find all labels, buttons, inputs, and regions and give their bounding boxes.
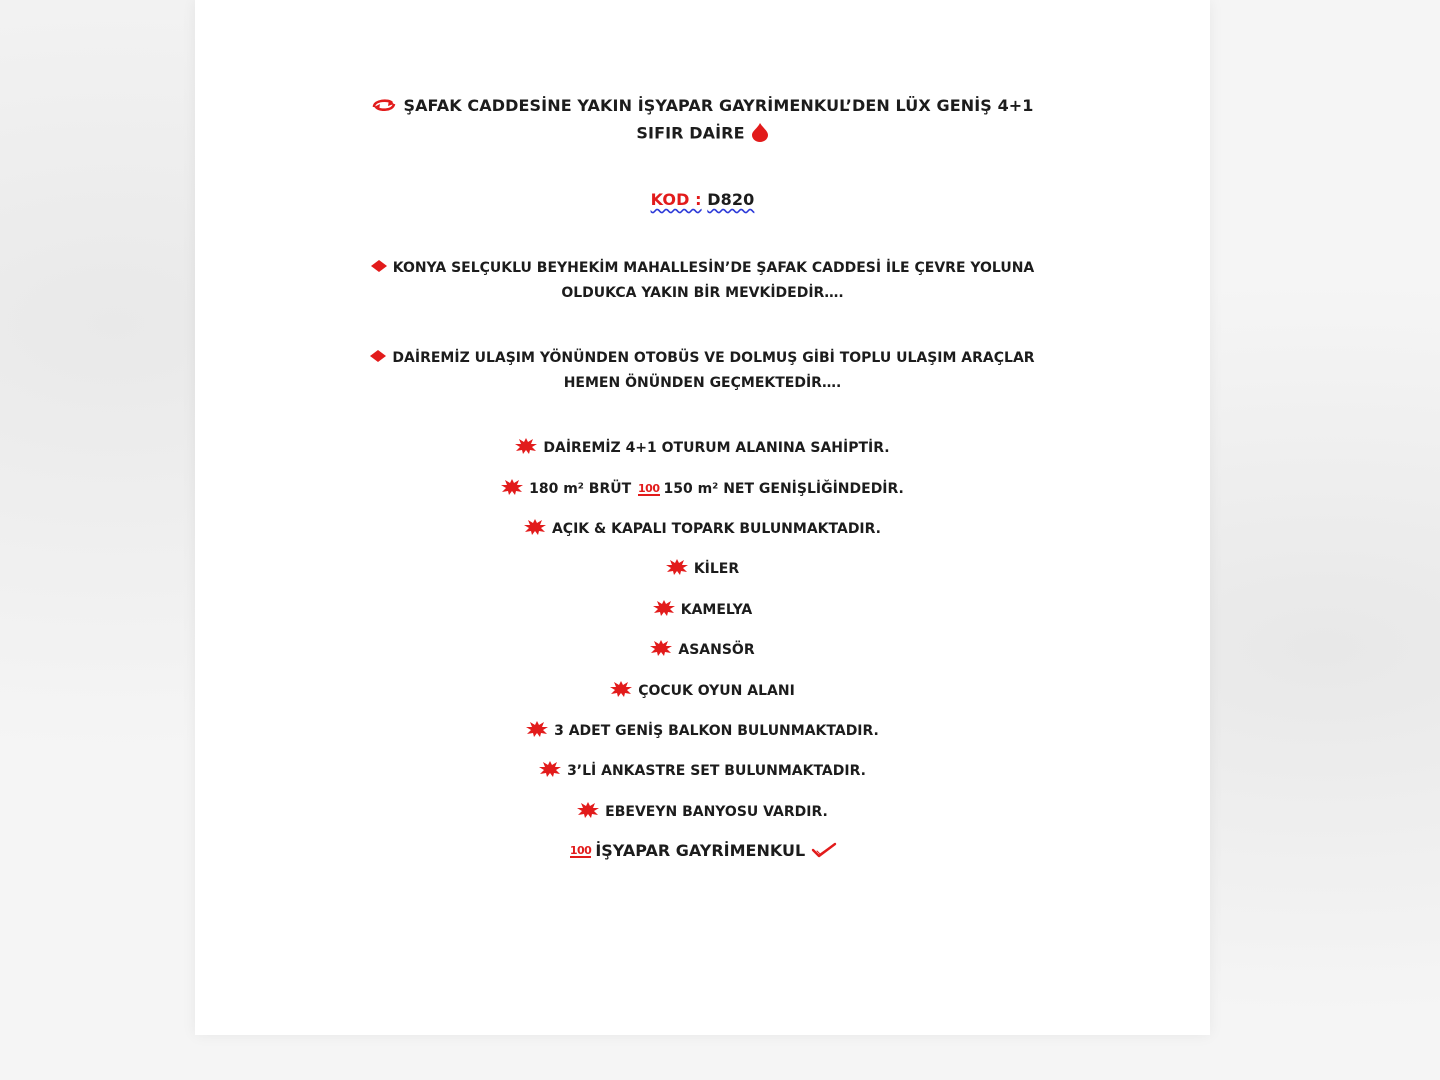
feature-text: AÇIK & KAPALI TOPARK BULUNMAKTADIR. [551, 521, 882, 537]
code-line [195, 190, 1210, 209]
red-burst-icon [610, 681, 632, 701]
feature-text-net: 150 m² NET GENİŞLİĞİNDEDİR. [663, 481, 904, 497]
feature-item [195, 559, 1210, 579]
hundred-points-icon: 100 [569, 844, 592, 857]
feature-text: 3 ADET GENİŞ BALKON BULUNMAKTADIR. [554, 723, 879, 739]
feature-text: DAİREMİZ 4+1 OTURUM ALANINA SAHİPTİR. [543, 440, 890, 456]
fire-drop-icon [751, 122, 769, 146]
feature-item [195, 721, 1210, 741]
red-burst-icon [526, 721, 548, 741]
feature-text: ASANSÖR [678, 642, 755, 658]
feature-item [195, 802, 1210, 822]
curved-arrows-icon [371, 97, 397, 117]
code-value: D820 [707, 190, 755, 209]
red-diamond-icon [370, 350, 386, 366]
hundred-points-icon: 100 [638, 481, 660, 495]
paragraph-2-text-2: HEMEN ÖNÜNDEN GEÇMEKTEDİR…. [563, 375, 842, 391]
document-page [195, 0, 1210, 1035]
red-burst-icon [539, 761, 561, 781]
paragraph-1-line-1 [195, 260, 1210, 276]
title-line-1 [195, 96, 1210, 117]
red-burst-icon [524, 519, 546, 539]
feature-item [195, 640, 1210, 660]
paragraph-1-text-2: OLDUKCA YAKIN BİR MEVKİDEDİR…. [561, 285, 844, 301]
feature-text-gross: 180 m² BRÜT [529, 481, 632, 497]
feature-item [195, 681, 1210, 701]
red-burst-icon [666, 559, 688, 579]
paragraph-1-line-2 [195, 285, 1210, 301]
red-diamond-icon [371, 260, 387, 276]
red-burst-icon [653, 600, 675, 620]
paragraph-2-line-2 [195, 375, 1210, 391]
feature-item [195, 600, 1210, 620]
red-burst-icon [577, 802, 599, 822]
footer-line [195, 841, 1210, 862]
paragraph-2-line-1 [195, 350, 1210, 366]
feature-text: ÇOCUK OYUN ALANI [638, 683, 795, 699]
feature-text: KİLER [693, 561, 740, 577]
feature-text: 3’Lİ ANKASTRE SET BULUNMAKTADIR. [567, 763, 866, 779]
red-burst-icon [515, 438, 537, 458]
feature-item [195, 479, 1210, 499]
feature-item [195, 519, 1210, 539]
feature-text: EBEVEYN BANYOSU VARDIR. [605, 804, 828, 820]
paragraph-2-text-1: DAİREMİZ ULAŞIM YÖNÜNDEN OTOBÜS VE DOLMUŞ GİBİ TOPLU ULAŞIM ARAÇLAR [392, 350, 1035, 366]
red-burst-icon [501, 479, 523, 499]
footer-text: İŞYAPAR GAYRİMENKUL [595, 841, 806, 860]
title-text-2: SIFIR DAİRE [636, 123, 745, 143]
code-label: KOD : [650, 190, 702, 209]
title-line-2 [195, 122, 1210, 146]
feature-item [195, 438, 1210, 458]
check-mark-icon [811, 842, 837, 862]
paragraph-1-text-1: KONYA SELÇUKLU BEYHEKİM MAHALLESİN’DE ŞAFAK CADDESİ İLE ÇEVRE YOLUNA [392, 260, 1035, 276]
red-burst-icon [650, 640, 672, 660]
feature-text: KAMELYA [680, 602, 753, 618]
title-text-1: ŞAFAK CADDESİNE YAKIN İŞYAPAR GAYRİMENKUL’DEN LÜX GENİŞ 4+1 [403, 96, 1034, 115]
feature-item [195, 761, 1210, 781]
